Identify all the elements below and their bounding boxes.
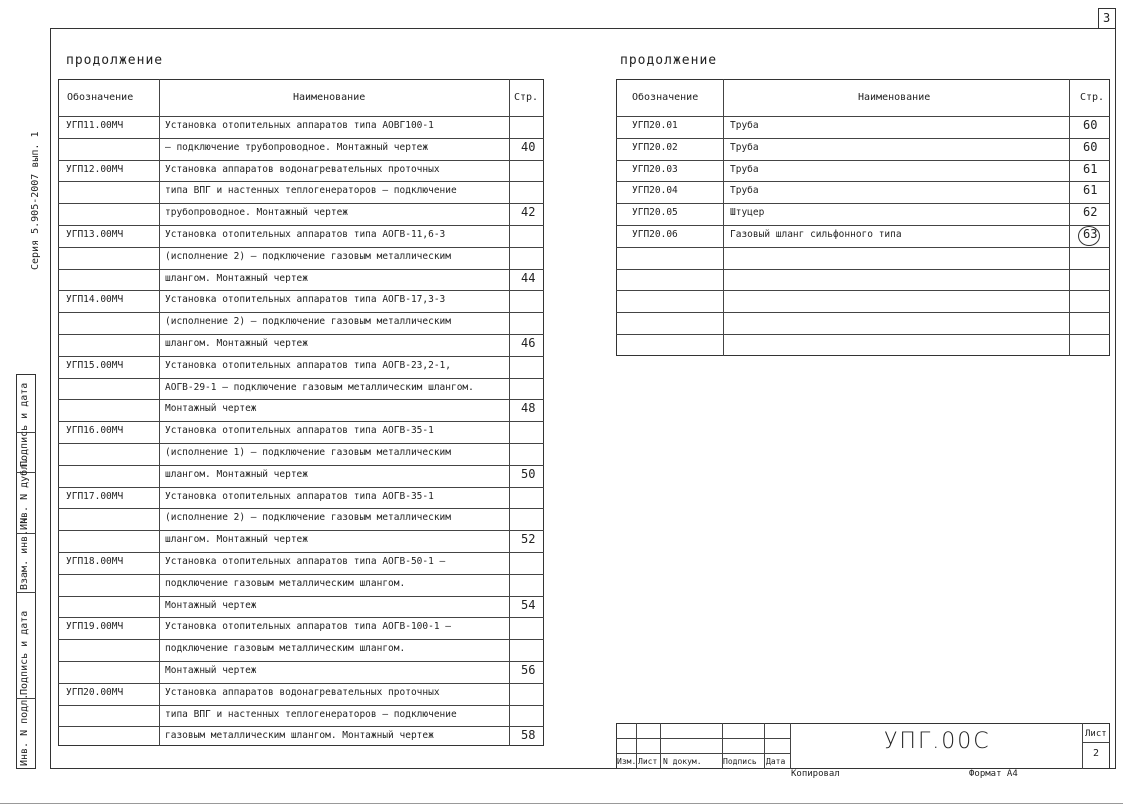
row-page: 58 xyxy=(521,728,536,743)
bottom-border-line xyxy=(0,803,1123,804)
row-page: 61 xyxy=(1083,183,1098,198)
right-table xyxy=(616,79,1110,356)
row-code: УГП16.00МЧ xyxy=(66,425,124,437)
row-name: Установка отопительных аппаратов типа АОГВ-17,3-3 xyxy=(165,294,446,306)
row-name: шлангом. Монтажный чертеж xyxy=(165,272,308,284)
row-name: Труба xyxy=(730,120,759,131)
row-page: 62 xyxy=(1083,205,1098,220)
side-stamp-label: Подпись и дата xyxy=(19,382,30,467)
row-page: 48 xyxy=(521,401,536,416)
row-code: УГП11.00МЧ xyxy=(66,120,124,131)
row-name: Штуцер xyxy=(730,207,765,219)
row-name: типа ВПГ и настенных теплогенераторов – подключение xyxy=(165,185,457,197)
row-name: Труба xyxy=(730,163,759,175)
row-code: УГП20.01 xyxy=(632,120,678,131)
row-name: Монтажный чертеж xyxy=(165,599,257,611)
series-label: Серия 5.905-2007 вып. 1 xyxy=(30,131,41,270)
row-name: Установка отопительных аппаратов типа АОВГ100-1 xyxy=(165,120,434,131)
side-stamp-label: Подпись и дата xyxy=(19,610,30,695)
row-name: Труба xyxy=(730,141,759,153)
row-name: Установка отопительных аппаратов типа АОГВ-35-1 xyxy=(165,490,434,502)
row-name: Установка отопительных аппаратов типа АОГВ-100-1 – xyxy=(165,621,451,633)
side-stamp-label: Инв. N дубл. xyxy=(19,457,30,530)
row-name: шлангом. Монтажный чертеж xyxy=(165,468,308,480)
copied-by-label: Копировал xyxy=(791,769,840,779)
row-name: Установка отопительных аппаратов типа АОГВ-50-1 – xyxy=(165,556,446,567)
row-page: 50 xyxy=(521,466,536,481)
right-header-designation: Обозначение xyxy=(632,92,699,103)
row-code: УГП19.00МЧ xyxy=(66,621,124,633)
row-name: Установка аппаратов водонагревательных проточных xyxy=(165,163,440,175)
format-label: Формат А4 xyxy=(969,769,1018,779)
right-title: продолжение xyxy=(620,53,718,68)
row-name: (исполнение 2) – подключение газовым металлическим xyxy=(165,316,451,328)
row-name: шлангом. Монтажный чертеж xyxy=(165,534,308,546)
row-name: (исполнение 1) – подключение газовым металлическим xyxy=(165,447,451,458)
row-page: 56 xyxy=(521,663,536,677)
stamp-label-signature: Подпись xyxy=(723,757,757,766)
row-code: УГП13.00МЧ xyxy=(66,229,124,240)
right-header-name: Наименование xyxy=(858,92,931,103)
row-name: Установка отопительных аппаратов типа АОГВ-11,6-3 xyxy=(165,229,446,240)
sheet-corner-number: 3 xyxy=(1103,11,1111,25)
page-mark-circle xyxy=(1078,226,1100,246)
row-code: УГП15.00МЧ xyxy=(66,359,124,371)
stamp-label-doc: N докум. xyxy=(663,757,702,766)
row-code: УГП20.03 xyxy=(632,163,678,175)
row-name: Монтажный чертеж xyxy=(165,403,257,415)
left-header-name: Наименование xyxy=(293,92,366,103)
row-code: УГП20.02 xyxy=(632,141,678,153)
sheet-label: Лист xyxy=(1085,729,1107,739)
row-name: (исполнение 2) – подключение газовым металлическим xyxy=(165,512,451,524)
row-page: 52 xyxy=(521,532,536,547)
row-code: УГП20.05 xyxy=(632,207,678,219)
row-name: Установка отопительных аппаратов типа АОГВ-35-1 xyxy=(165,425,434,437)
row-name: газовым металлическим шлангом. Монтажный чертеж xyxy=(165,730,434,742)
row-name: подключение газовым металлическим шлангом. xyxy=(165,577,406,589)
row-name: Установка аппаратов водонагревательных проточных xyxy=(165,686,440,698)
row-page: 60 xyxy=(1083,139,1098,154)
row-name: (исполнение 2) – подключение газовым металлическим xyxy=(165,250,451,262)
row-page: 60 xyxy=(1083,118,1098,132)
row-name: АОГВ-29-1 – подключение газовым металлическим шлангом. xyxy=(165,381,474,393)
row-code: УГП12.00МЧ xyxy=(66,163,124,175)
row-page: 54 xyxy=(521,597,536,612)
row-name: Установка отопительных аппаратов типа АОГВ-23,2-1, xyxy=(165,359,451,371)
left-header-page: Стр. xyxy=(514,92,539,103)
right-header-page: Стр. xyxy=(1080,92,1105,103)
row-code: УГП17.00МЧ xyxy=(66,490,124,502)
row-page: 46 xyxy=(521,336,536,350)
stamp-label-date: Дата xyxy=(766,757,786,766)
row-name: шлангом. Монтажный чертеж xyxy=(165,338,308,349)
row-name: трубопроводное. Монтажный чертеж xyxy=(165,207,349,219)
side-stamp-label: Взам. инв. N xyxy=(19,517,30,590)
row-page: 44 xyxy=(521,270,536,285)
row-code: УГП20.00МЧ xyxy=(66,686,124,698)
row-name: Монтажный чертеж xyxy=(165,665,257,676)
row-code: УГП14.00МЧ xyxy=(66,294,124,306)
left-header-designation: Обозначение xyxy=(67,92,134,103)
row-page: 61 xyxy=(1083,161,1098,176)
row-code: УГП20.06 xyxy=(632,229,678,240)
left-title: продолжение xyxy=(66,53,164,68)
row-name: Труба xyxy=(730,185,759,197)
sheet-number: 2 xyxy=(1093,748,1100,759)
stamp-label-izm: Изм. xyxy=(617,757,637,766)
row-page: 42 xyxy=(521,205,536,220)
document-code: УПГ.00С xyxy=(884,729,991,754)
row-code: УГП18.00МЧ xyxy=(66,556,124,567)
side-stamp-label: Инв. N подл. xyxy=(19,693,30,766)
row-name: подключение газовым металлическим шлангом. xyxy=(165,643,406,655)
row-page: 40 xyxy=(521,139,536,154)
row-name: – подключение трубопроводное. Монтажный чертеж xyxy=(165,141,429,153)
stamp-label-list: Лист xyxy=(638,757,658,766)
row-page: 63 xyxy=(1083,227,1098,241)
row-name: Газовый шланг сильфонного типа xyxy=(730,229,902,240)
row-code: УГП20.04 xyxy=(632,185,678,197)
row-name: типа ВПГ и настенных теплогенераторов – подключение xyxy=(165,708,457,720)
